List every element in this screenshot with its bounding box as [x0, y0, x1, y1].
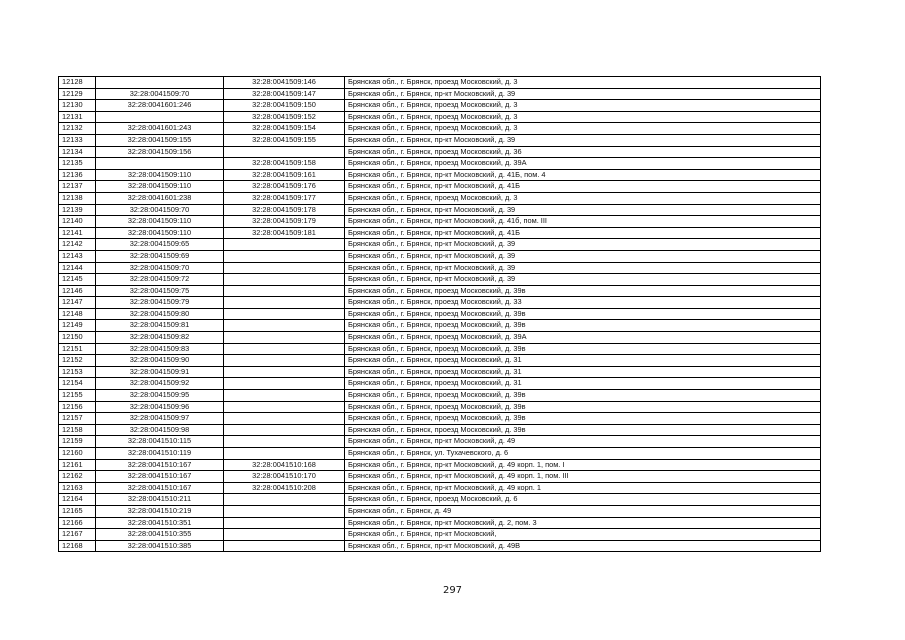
address-cell: Брянская обл., г. Брянск, проезд Московский, д. 3 — [345, 77, 821, 89]
object-number-cell — [224, 366, 345, 378]
row-number-cell: 12144 — [59, 262, 96, 274]
row-number-cell: 12161 — [59, 459, 96, 471]
table-row — [59, 366, 821, 378]
cadastral-number-cell: 32:28:0041509:80 — [96, 308, 224, 320]
object-number-cell: 32:28:0041509:155 — [224, 134, 345, 146]
address-cell: Брянская обл., г. Брянск, пр-кт Московский, — [345, 529, 821, 541]
cadastral-number-cell: 32:28:0041510:119 — [96, 448, 224, 460]
cadastral-number-cell: 32:28:0041509:70 — [96, 88, 224, 100]
object-number-cell: 32:28:0041510:208 — [224, 482, 345, 494]
object-number-cell: 32:28:0041509:150 — [224, 100, 345, 112]
object-number-cell: 32:28:0041510:168 — [224, 459, 345, 471]
cadastral-number-cell: 32:28:0041509:79 — [96, 297, 224, 309]
cadastral-number-cell: 32:28:0041509:156 — [96, 146, 224, 158]
object-number-cell — [224, 250, 345, 262]
cadastral-table — [58, 76, 821, 552]
table-row — [59, 471, 821, 483]
cadastral-number-cell: 32:28:0041509:98 — [96, 424, 224, 436]
row-number-cell: 12166 — [59, 517, 96, 529]
cadastral-number-cell: 32:28:0041509:110 — [96, 169, 224, 181]
row-number-cell: 12151 — [59, 343, 96, 355]
cadastral-number-cell: 32:28:0041509:110 — [96, 181, 224, 193]
cadastral-number-cell: 32:28:0041510:211 — [96, 494, 224, 506]
row-number-cell: 12155 — [59, 390, 96, 402]
cadastral-number-cell: 32:28:0041509:83 — [96, 343, 224, 355]
row-number-cell: 12147 — [59, 297, 96, 309]
object-number-cell: 32:28:0041510:170 — [224, 471, 345, 483]
cadastral-table-body — [59, 77, 821, 552]
row-number-cell: 12168 — [59, 540, 96, 552]
table-row — [59, 250, 821, 262]
object-number-cell — [224, 146, 345, 158]
table-row — [59, 343, 821, 355]
table-row — [59, 482, 821, 494]
address-cell: Брянская обл., г. Брянск, пр-кт Московский, д. 39 — [345, 250, 821, 262]
address-cell: Брянская обл., г. Брянск, пр-кт Московский, д. 39 — [345, 274, 821, 286]
address-cell: Брянская обл., г. Брянск, проезд Московский, д. 3 — [345, 111, 821, 123]
table-row — [59, 378, 821, 390]
object-number-cell — [224, 413, 345, 425]
row-number-cell: 12146 — [59, 285, 96, 297]
object-number-cell — [224, 285, 345, 297]
table-row — [59, 320, 821, 332]
cadastral-number-cell: 32:28:0041510:167 — [96, 471, 224, 483]
address-cell: Брянская обл., г. Брянск, пр-кт Московский, д. 41Б — [345, 227, 821, 239]
table-row — [59, 88, 821, 100]
address-cell: Брянская обл., г. Брянск, пр-кт Московский, д. 39 — [345, 262, 821, 274]
object-number-cell: 32:28:0041509:179 — [224, 216, 345, 228]
table-row — [59, 332, 821, 344]
table-row — [59, 227, 821, 239]
address-cell: Брянская обл., г. Брянск, пр-кт Московский, д. 49 — [345, 436, 821, 448]
row-number-cell: 12148 — [59, 308, 96, 320]
object-number-cell — [224, 424, 345, 436]
object-number-cell — [224, 448, 345, 460]
cadastral-number-cell: 32:28:0041509:92 — [96, 378, 224, 390]
cadastral-number-cell: 32:28:0041509:70 — [96, 262, 224, 274]
address-cell: Брянская обл., г. Брянск, проезд Московский, д. 36 — [345, 146, 821, 158]
address-cell: Брянская обл., г. Брянск, проезд Московский, д. 3 — [345, 100, 821, 112]
table-row — [59, 216, 821, 228]
table-row — [59, 285, 821, 297]
object-number-cell — [224, 297, 345, 309]
cadastral-number-cell: 32:28:0041509:75 — [96, 285, 224, 297]
row-number-cell: 12138 — [59, 192, 96, 204]
object-number-cell: 32:28:0041509:181 — [224, 227, 345, 239]
cadastral-number-cell: 32:28:0041509:91 — [96, 366, 224, 378]
object-number-cell: 32:28:0041509:176 — [224, 181, 345, 193]
table-row — [59, 146, 821, 158]
table-row — [59, 262, 821, 274]
object-number-cell: 32:28:0041509:146 — [224, 77, 345, 89]
row-number-cell: 12131 — [59, 111, 96, 123]
row-number-cell: 12149 — [59, 320, 96, 332]
cadastral-number-cell: 32:28:0041510:167 — [96, 482, 224, 494]
row-number-cell: 12158 — [59, 424, 96, 436]
object-number-cell — [224, 517, 345, 529]
object-number-cell — [224, 355, 345, 367]
address-cell: Брянская обл., г. Брянск, проезд Московский, д. 39А — [345, 158, 821, 170]
row-number-cell: 12153 — [59, 366, 96, 378]
row-number-cell: 12133 — [59, 134, 96, 146]
row-number-cell: 12130 — [59, 100, 96, 112]
table-row — [59, 517, 821, 529]
table-row — [59, 424, 821, 436]
table-row — [59, 169, 821, 181]
address-cell: Брянская обл., г. Брянск, проезд Московский, д. 39в — [345, 401, 821, 413]
address-cell: Брянская обл., г. Брянск, пр-кт Московский, д. 41Б, пом. 4 — [345, 169, 821, 181]
table-row — [59, 505, 821, 517]
table-row — [59, 111, 821, 123]
cadastral-number-cell: 32:28:0041509:90 — [96, 355, 224, 367]
address-cell: Брянская обл., г. Брянск, пр-кт Московский, д. 39 — [345, 134, 821, 146]
row-number-cell: 12134 — [59, 146, 96, 158]
cadastral-number-cell: 32:28:0041510:219 — [96, 505, 224, 517]
object-number-cell — [224, 436, 345, 448]
object-number-cell — [224, 308, 345, 320]
object-number-cell — [224, 239, 345, 251]
address-cell: Брянская обл., г. Брянск, д. 49 — [345, 505, 821, 517]
cadastral-number-cell: 32:28:0041601:243 — [96, 123, 224, 135]
cadastral-number-cell — [96, 111, 224, 123]
cadastral-number-cell — [96, 77, 224, 89]
cadastral-number-cell — [96, 158, 224, 170]
address-cell: Брянская обл., г. Брянск, проезд Московский, д. 31 — [345, 355, 821, 367]
address-cell: Брянская обл., г. Брянск, проезд Московский, д. 39в — [345, 413, 821, 425]
table-row — [59, 192, 821, 204]
cadastral-number-cell: 32:28:0041509:65 — [96, 239, 224, 251]
object-number-cell — [224, 332, 345, 344]
cadastral-number-cell: 32:28:0041601:238 — [96, 192, 224, 204]
address-cell: Брянская обл., г. Брянск, проезд Московский, д. 3 — [345, 192, 821, 204]
row-number-cell: 12165 — [59, 505, 96, 517]
cadastral-number-cell: 32:28:0041509:97 — [96, 413, 224, 425]
address-cell: Брянская обл., г. Брянск, проезд Московский, д. 6 — [345, 494, 821, 506]
address-cell: Брянская обл., г. Брянск, проезд Московский, д. 39в — [345, 343, 821, 355]
address-cell: Брянская обл., г. Брянск, пр-кт Московский, д. 49 корп. 1, пом. I — [345, 459, 821, 471]
table-row — [59, 448, 821, 460]
table-row — [59, 308, 821, 320]
row-number-cell: 12157 — [59, 413, 96, 425]
object-number-cell — [224, 262, 345, 274]
object-number-cell — [224, 320, 345, 332]
object-number-cell: 32:28:0041509:147 — [224, 88, 345, 100]
cadastral-number-cell: 32:28:0041509:69 — [96, 250, 224, 262]
cadastral-number-cell: 32:28:0041510:355 — [96, 529, 224, 541]
table-row — [59, 100, 821, 112]
row-number-cell: 12143 — [59, 250, 96, 262]
row-number-cell: 12140 — [59, 216, 96, 228]
row-number-cell: 12129 — [59, 88, 96, 100]
row-number-cell: 12160 — [59, 448, 96, 460]
cadastral-number-cell: 32:28:0041509:82 — [96, 332, 224, 344]
table-row — [59, 158, 821, 170]
object-number-cell — [224, 274, 345, 286]
page-number: 297 — [442, 585, 463, 596]
table-row — [59, 529, 821, 541]
object-number-cell: 32:28:0041509:161 — [224, 169, 345, 181]
object-number-cell — [224, 505, 345, 517]
address-cell: Брянская обл., г. Брянск, проезд Московский, д. 33 — [345, 297, 821, 309]
object-number-cell: 32:28:0041509:178 — [224, 204, 345, 216]
object-number-cell: 32:28:0041509:177 — [224, 192, 345, 204]
table-row — [59, 239, 821, 251]
address-cell: Брянская обл., г. Брянск, проезд Московский, д. 31 — [345, 366, 821, 378]
address-cell: Брянская обл., г. Брянск, пр-кт Московский, д. 41Б — [345, 181, 821, 193]
table-row — [59, 134, 821, 146]
row-number-cell: 12137 — [59, 181, 96, 193]
address-cell: Брянская обл., г. Брянск, проезд Московский, д. 39в — [345, 424, 821, 436]
cadastral-number-cell: 32:28:0041601:246 — [96, 100, 224, 112]
row-number-cell: 12163 — [59, 482, 96, 494]
cadastral-number-cell: 32:28:0041509:155 — [96, 134, 224, 146]
address-cell: Брянская обл., г. Брянск, пр-кт Московский, д. 39 — [345, 204, 821, 216]
row-number-cell: 12150 — [59, 332, 96, 344]
cadastral-number-cell: 32:28:0041510:385 — [96, 540, 224, 552]
address-cell: Брянская обл., г. Брянск, пр-кт Московский, д. 39 — [345, 239, 821, 251]
cadastral-number-cell: 32:28:0041510:115 — [96, 436, 224, 448]
row-number-cell: 12145 — [59, 274, 96, 286]
table-row — [59, 77, 821, 89]
row-number-cell: 12152 — [59, 355, 96, 367]
row-number-cell: 12136 — [59, 169, 96, 181]
table-row — [59, 401, 821, 413]
object-number-cell — [224, 494, 345, 506]
object-number-cell — [224, 401, 345, 413]
object-number-cell — [224, 390, 345, 402]
object-number-cell — [224, 343, 345, 355]
row-number-cell: 12128 — [59, 77, 96, 89]
address-cell: Брянская обл., г. Брянск, проезд Московский, д. 39в — [345, 320, 821, 332]
address-cell: Брянская обл., г. Брянск, пр-кт Московский, д. 2, пом. 3 — [345, 517, 821, 529]
cadastral-number-cell: 32:28:0041509:72 — [96, 274, 224, 286]
table-row — [59, 297, 821, 309]
address-cell: Брянская обл., г. Брянск, проезд Московский, д. 31 — [345, 378, 821, 390]
object-number-cell: 32:28:0041509:152 — [224, 111, 345, 123]
table-row — [59, 494, 821, 506]
table-row — [59, 459, 821, 471]
table-row — [59, 540, 821, 552]
cadastral-number-cell: 32:28:0041510:351 — [96, 517, 224, 529]
table-row — [59, 123, 821, 135]
row-number-cell: 12141 — [59, 227, 96, 239]
address-cell: Брянская обл., г. Брянск, проезд Московский, д. 3 — [345, 123, 821, 135]
object-number-cell — [224, 540, 345, 552]
address-cell: Брянская обл., г. Брянск, ул. Тухачевского, д. 6 — [345, 448, 821, 460]
cadastral-number-cell: 32:28:0041509:70 — [96, 204, 224, 216]
row-number-cell: 12139 — [59, 204, 96, 216]
row-number-cell: 12142 — [59, 239, 96, 251]
row-number-cell: 12135 — [59, 158, 96, 170]
cadastral-number-cell: 32:28:0041509:110 — [96, 227, 224, 239]
row-number-cell: 12154 — [59, 378, 96, 390]
row-number-cell: 12159 — [59, 436, 96, 448]
table-row — [59, 436, 821, 448]
address-cell: Брянская обл., г. Брянск, проезд Московский, д. 39в — [345, 308, 821, 320]
object-number-cell: 32:28:0041509:154 — [224, 123, 345, 135]
address-cell: Брянская обл., г. Брянск, пр-кт Московский, д. 49 корп. 1 — [345, 482, 821, 494]
object-number-cell — [224, 378, 345, 390]
address-cell: Брянская обл., г. Брянск, проезд Московский, д. 39в — [345, 390, 821, 402]
address-cell: Брянская обл., г. Брянск, проезд Московский, д. 39в — [345, 285, 821, 297]
address-cell: Брянская обл., г. Брянск, пр-кт Московский, д. 49В — [345, 540, 821, 552]
object-number-cell — [224, 529, 345, 541]
table-row — [59, 413, 821, 425]
table-row — [59, 390, 821, 402]
address-cell: Брянская обл., г. Брянск, пр-кт Московский, д. 49 корп. 1, пом. III — [345, 471, 821, 483]
address-cell: Брянская обл., г. Брянск, проезд Московский, д. 39А — [345, 332, 821, 344]
table-row — [59, 181, 821, 193]
row-number-cell: 12156 — [59, 401, 96, 413]
cadastral-number-cell: 32:28:0041509:110 — [96, 216, 224, 228]
cadastral-number-cell: 32:28:0041509:95 — [96, 390, 224, 402]
cadastral-number-cell: 32:28:0041509:81 — [96, 320, 224, 332]
object-number-cell: 32:28:0041509:158 — [224, 158, 345, 170]
address-cell: Брянская обл., г. Брянск, пр-кт Московский, д. 41б, пом. III — [345, 216, 821, 228]
address-cell: Брянская обл., г. Брянск, пр-кт Московский, д. 39 — [345, 88, 821, 100]
table-row — [59, 204, 821, 216]
row-number-cell: 12132 — [59, 123, 96, 135]
row-number-cell: 12164 — [59, 494, 96, 506]
cadastral-number-cell: 32:28:0041509:96 — [96, 401, 224, 413]
table-row — [59, 355, 821, 367]
row-number-cell: 12167 — [59, 529, 96, 541]
table-row — [59, 274, 821, 286]
cadastral-number-cell: 32:28:0041510:167 — [96, 459, 224, 471]
row-number-cell: 12162 — [59, 471, 96, 483]
